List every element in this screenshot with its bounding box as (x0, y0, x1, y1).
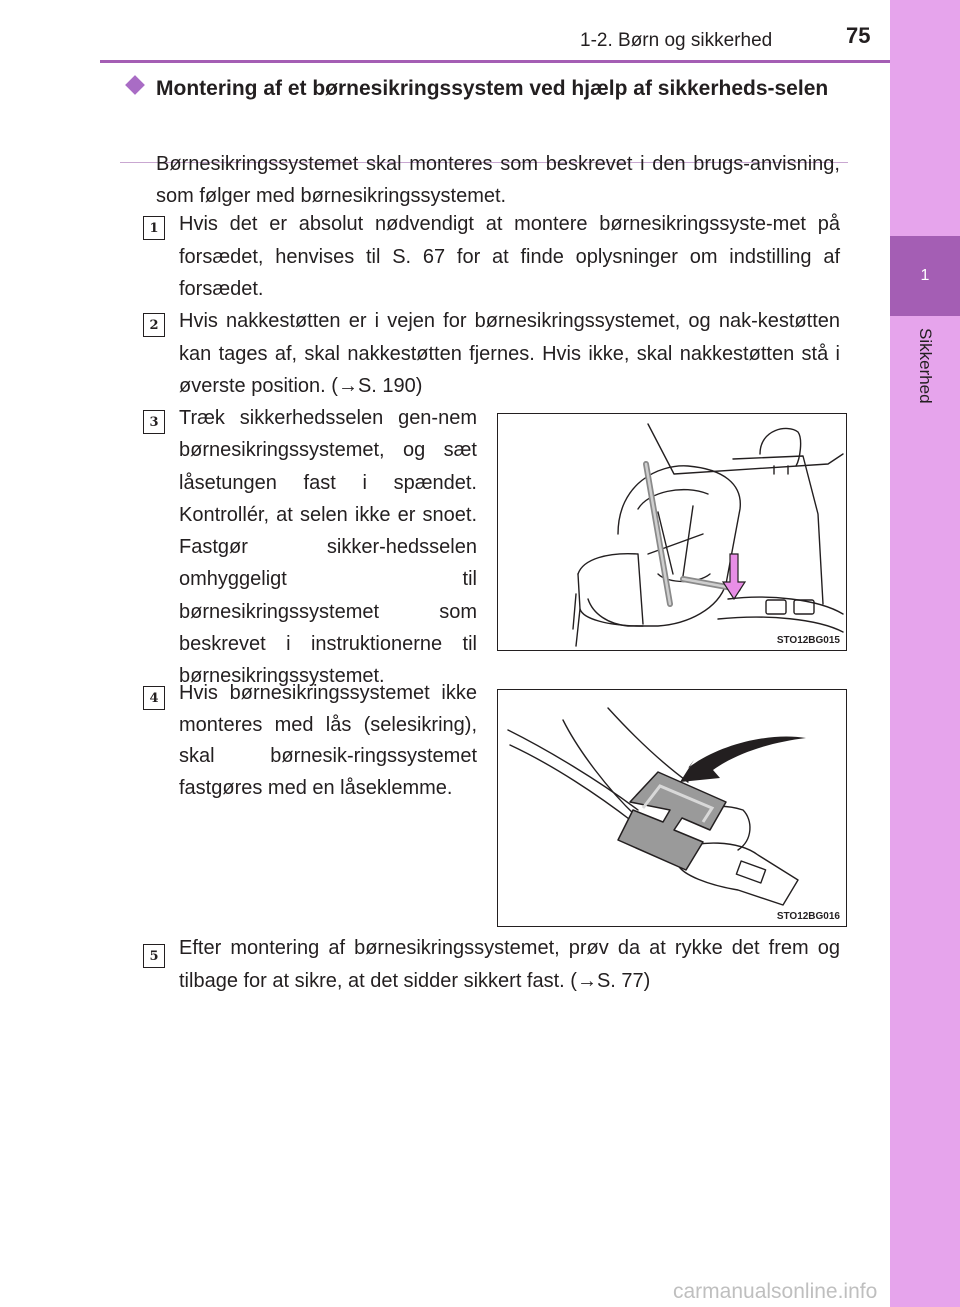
intro-paragraph: Børnesikringssystemet skal monteres som beskrevet i den brugs-anvisning, som følger med børnesikringssystemet. (156, 153, 840, 207)
chapter-side-tab (890, 0, 960, 1307)
locking-clip-drawing (498, 690, 845, 925)
chapter-label: Sikkerhed (916, 328, 935, 404)
diamond-bullet-icon (125, 75, 145, 95)
step-number-badge: 5 (143, 944, 165, 968)
step-number-badge: 1 (143, 216, 165, 240)
section-title: 1-2. Børn og sikkerhed (580, 30, 773, 51)
figure-code: STO12BG015 (776, 635, 840, 646)
watermark-text: carmanualsonline.info (673, 1280, 878, 1303)
step-text: Hvis nakkestøtten er i vejen for børnesikringssystemet, og nak-kestøtten kan tages af, skal nakkestøtten fjernes. Hvis ikke, skal nakkestøtten stå i øverste position. (→S. 190) (179, 310, 840, 397)
curved-arrow-icon (680, 737, 806, 782)
push-arrow-icon (723, 554, 745, 599)
step-text: Efter montering af børnesikringssystemet, prøv da at rykke det frem og tilbage for at sikre, at det sidder sikkert fast. (→S. 77) (179, 937, 840, 992)
section-heading: Montering af et børnesikringssystem ved hjælp af sikkerheds-selen (156, 77, 829, 100)
step-text: Hvis børnesikringssystemet ikke monteres med lås (selesikring), skal børnesik-ringssystemet fastgøres med en låseklemme. (179, 682, 477, 799)
step-number-badge: 4 (143, 686, 165, 710)
child-seat-drawing (498, 414, 845, 649)
locking-clip-icon (618, 772, 726, 870)
step-text: Træk sikkerhedsselen gen-nem børnesikringssystemet, og sæt låsetungen fast i spændet. Kontrollér, at selen ikke er snoet. Fastgør sikker-hedsselen omhyggeligt til børnesikringssystemet som beskrevet i instruktionerne til børnesikringssystemet. (179, 407, 477, 688)
step-number-badge: 3 (143, 410, 165, 434)
page-number: 75 (846, 23, 871, 48)
step-text: Hvis det er absolut nødvendigt at montere børnesikringssyste-met på forsædet, henvises til S. 67 for at finde oplysninger om indstilling af forsædet. (179, 213, 840, 300)
header-rule (100, 60, 890, 63)
chapter-number: 1 (890, 236, 960, 316)
child-seat-illustration (497, 413, 847, 651)
step-number-badge: 2 (143, 313, 165, 337)
figure-code: STO12BG016 (776, 911, 840, 922)
locking-clip-illustration (497, 689, 847, 927)
